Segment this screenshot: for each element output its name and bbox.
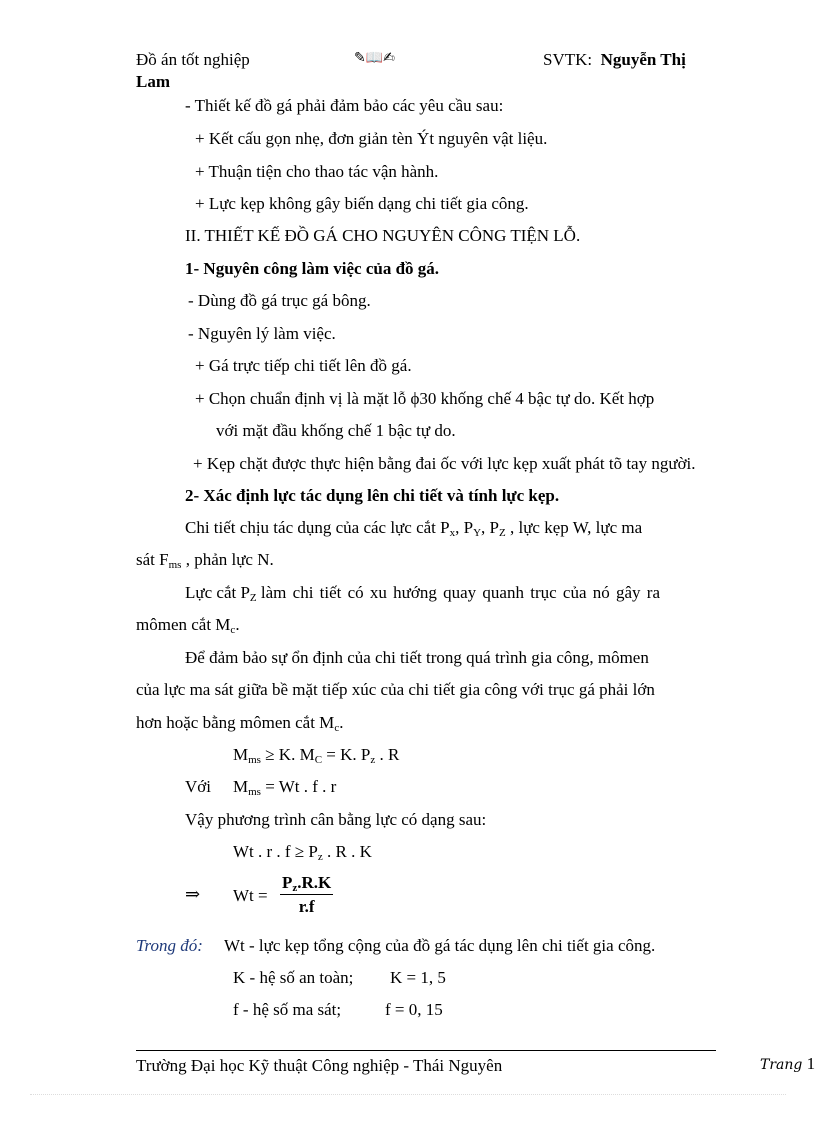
- text: Chi tiết chịu tác dụng của các lực cắt P: [185, 518, 450, 537]
- definition-value: K = 1, 5: [390, 968, 446, 987]
- text: M: [233, 777, 249, 796]
- section-heading: II. THIẾT KẾ ĐỒ GÁ CHO NGUYÊN CÔNG TIỆN LỖ.: [185, 226, 581, 245]
- paragraph-line: của lực ma sát giữa bề mặt tiếp xúc của chi tiết gia công với trục gá phải lớn: [136, 680, 655, 699]
- subscript: x: [449, 527, 456, 539]
- subsection-heading: 1- Nguyên công làm việc của đồ gá.: [185, 259, 440, 278]
- text: M: [233, 745, 249, 764]
- text-line: - Dùng đồ gá trục gá bông.: [188, 291, 371, 310]
- subscript: Y: [473, 527, 482, 539]
- subscript: C: [314, 754, 323, 766]
- text: . R . K: [327, 842, 372, 861]
- definition-value: f = 0, 15: [385, 1000, 443, 1019]
- author-label: SVTK:: [543, 50, 593, 69]
- text: = K. P: [326, 745, 371, 764]
- book-pen-icon: ✎📖✍: [354, 50, 395, 66]
- equation: Wt =: [233, 886, 268, 905]
- text: sát F: [136, 550, 169, 569]
- subscript: z: [292, 882, 298, 894]
- subscript: Z: [498, 527, 506, 539]
- text-line: + Kết cấu gọn nhẹ, đơn giản tèn Ýt nguyên vật liệu.: [195, 129, 548, 148]
- text: Lực cắt P: [185, 583, 250, 602]
- text: , phản lực N.: [185, 550, 274, 569]
- definition-line: Wt - lực kẹp tổng cộng của đồ gá tác dụng lên chi tiết gia công.: [224, 936, 656, 955]
- text: , P: [455, 518, 474, 537]
- header-author: [543, 50, 686, 70]
- text-line: - Nguyên lý làm việc.: [188, 324, 336, 343]
- text: .: [235, 615, 240, 634]
- paragraph-line: [185, 583, 660, 603]
- text: mômen cắt M: [136, 615, 231, 634]
- page-number-value: 1: [806, 1054, 816, 1073]
- text: hơn hoặc bằng mômen cắt M: [136, 713, 335, 732]
- header-title: Đồ án tốt nghiệp: [136, 50, 250, 69]
- equation: [233, 777, 336, 797]
- where-label: Trong đó:: [136, 936, 203, 955]
- subscript: ms: [248, 754, 261, 766]
- text: = Wt . f . r: [265, 777, 337, 796]
- fraction: [280, 873, 333, 917]
- fraction-numerator: [280, 873, 333, 895]
- text-line: + Gá trực tiếp chi tiết lên đồ gá.: [195, 356, 412, 375]
- implies-arrow-icon: ⇒: [185, 884, 201, 904]
- text-line: + Thuận tiện cho thao tác vận hành.: [195, 162, 439, 181]
- author-name-cont: Lam: [136, 72, 170, 91]
- text: ≥ K. M: [265, 745, 315, 764]
- text: , lực kẹp W, lực ma: [509, 518, 643, 537]
- paragraph-line: [185, 518, 642, 538]
- text: làm chi tiết có xu hướng quay quanh trục của nó gây ra: [260, 583, 660, 602]
- equation: [233, 842, 372, 862]
- text: .R.K: [297, 873, 332, 892]
- text: , P: [481, 518, 499, 537]
- text-line: Vậy phương trình cân bằng lực có dạng sau:: [185, 810, 487, 829]
- text: .: [339, 713, 344, 732]
- footer-institution: Trường Đại học Kỹ thuật Công nghiệp - Thái Nguyên: [136, 1056, 503, 1075]
- text-line: + Kẹp chặt được thực hiện bằng đai ốc với lực kẹp xuất phát tõ tay người.: [193, 454, 696, 473]
- definition-line: K - hệ số an toàn;: [233, 968, 354, 987]
- text: Wt . r . f ≥ P: [233, 842, 318, 861]
- text-line: - Thiết kế đồ gá phải đảm bảo các yêu cầu sau:: [185, 96, 504, 115]
- text: Với: [185, 777, 211, 796]
- subscript: c: [334, 722, 340, 734]
- text: . R: [379, 745, 400, 764]
- subscript: c: [230, 624, 236, 636]
- subscript: z: [317, 851, 323, 863]
- subscript: z: [370, 754, 376, 766]
- footer-rule: [136, 1050, 716, 1051]
- paragraph-line: [136, 713, 343, 733]
- text-line: với mặt đầu khống chế 1 bậc tự do.: [216, 421, 456, 440]
- page-number: [760, 1054, 815, 1074]
- page-divider: [30, 1094, 786, 1095]
- fraction-denominator: r.f: [298, 897, 315, 916]
- subscript: ms: [168, 559, 182, 571]
- page-label: Trang: [760, 1057, 803, 1073]
- text-line: + Lực kẹp không gây biến dạng chi tiết gia công.: [195, 194, 529, 213]
- subscript: Z: [249, 592, 257, 604]
- equation: [233, 745, 399, 765]
- paragraph-line: [136, 615, 240, 635]
- subscript: ms: [248, 786, 261, 798]
- equation: [185, 777, 211, 797]
- paragraph-line: Để đảm bảo sự ổn định của chi tiết trong quá trình gia công, mômen: [185, 648, 649, 667]
- definition-line: f - hệ số ma sát;: [233, 1000, 342, 1019]
- text: P: [282, 873, 293, 892]
- author-name: Nguyễn Thị: [600, 50, 686, 69]
- paragraph-line: [136, 550, 274, 570]
- text-line: + Chọn chuẩn định vị là mặt lỗ ϕ30 khống chế 4 bậc tự do. Kết hợp: [195, 389, 655, 408]
- subsection-heading: 2- Xác định lực tác dụng lên chi tiết và tính lực kẹp.: [185, 486, 560, 505]
